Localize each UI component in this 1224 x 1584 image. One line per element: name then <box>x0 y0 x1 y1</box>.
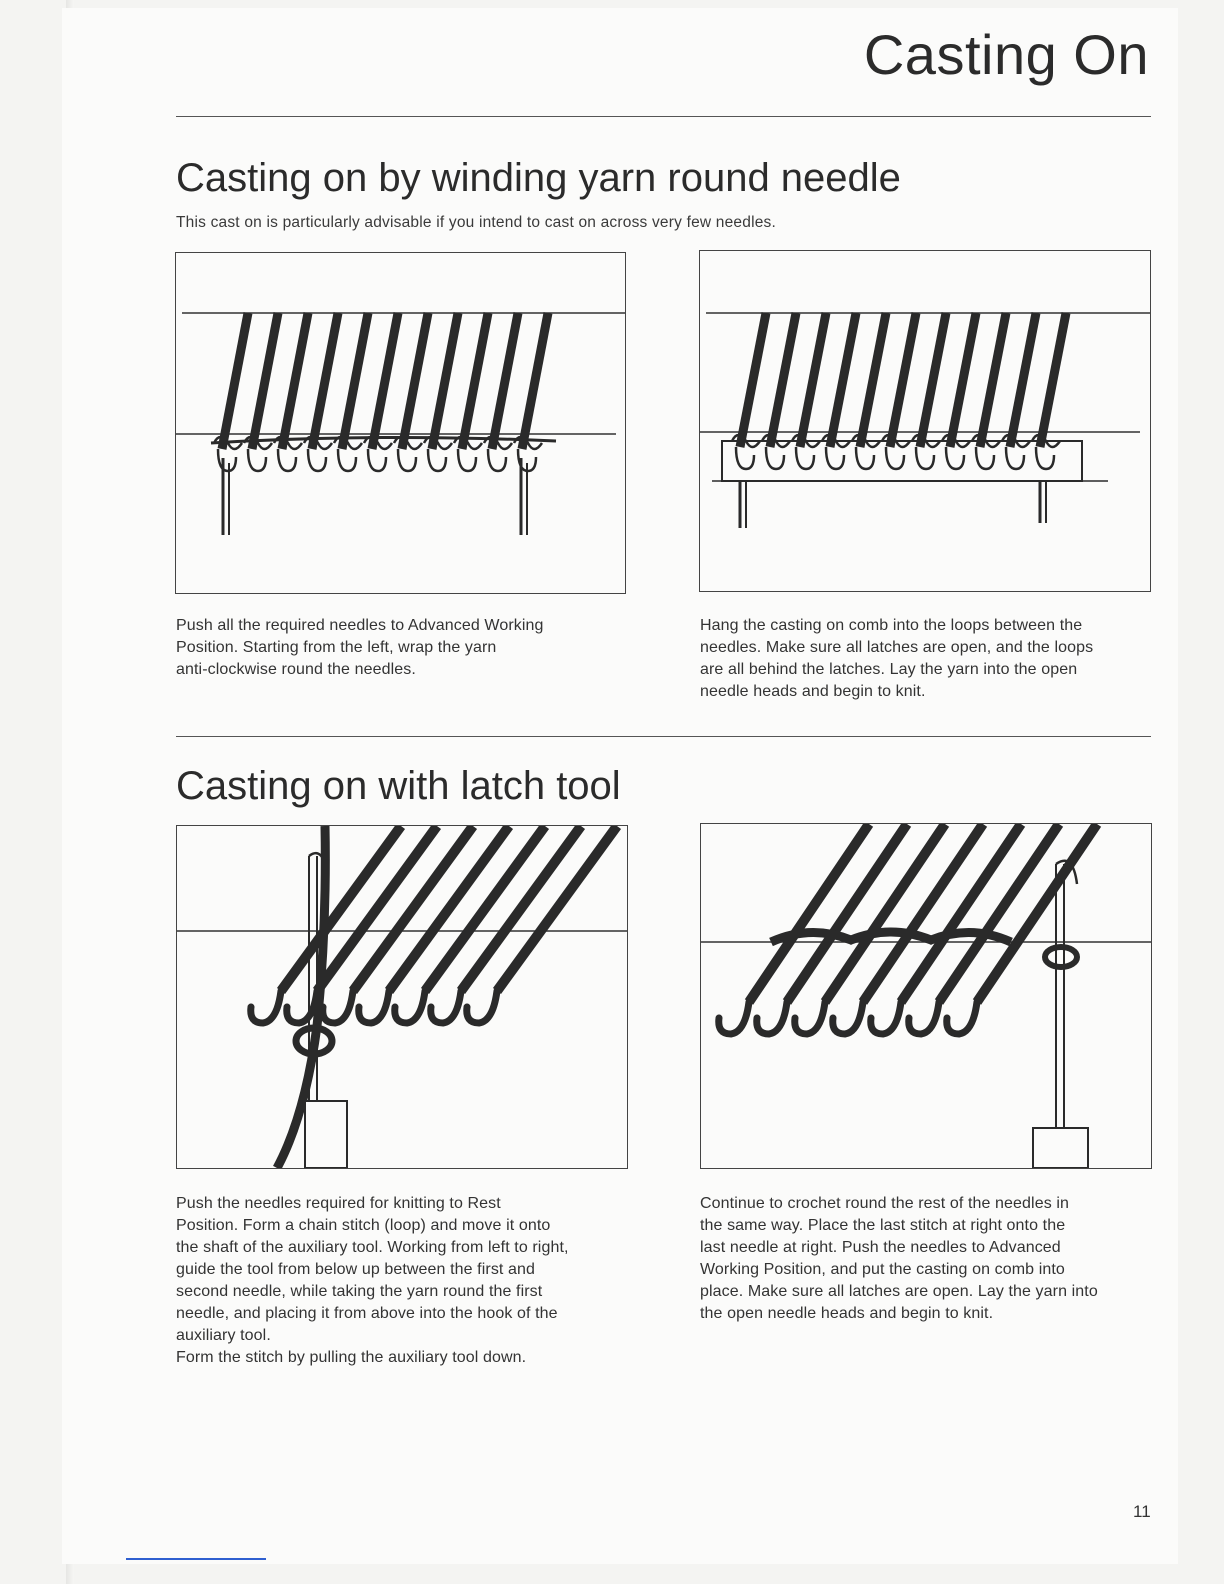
needle-hook <box>395 991 425 1023</box>
caption-line: the shaft of the auxiliary tool. Working from left to right, <box>176 1239 569 1256</box>
needle-hook <box>218 449 236 471</box>
needle-shaft <box>462 313 488 449</box>
needle-hook <box>248 449 266 471</box>
caption-line: guide the tool from below up between the first and <box>176 1261 535 1278</box>
figure-latch-tool-finish <box>700 823 1152 1169</box>
casting-comb-illustration <box>700 251 1150 591</box>
figure-wrap-needles <box>175 252 626 594</box>
figure-latch-tool-start <box>176 825 628 1169</box>
needle-shaft <box>740 313 766 447</box>
needle-shaft <box>342 313 368 449</box>
needle-hook <box>287 991 317 1023</box>
caption-line: the open needle heads and begin to knit. <box>700 1305 994 1322</box>
figure-casting-comb <box>699 250 1151 592</box>
page-number: 11 <box>1133 1502 1151 1521</box>
needle-shaft <box>522 313 548 449</box>
section1-caption-left <box>176 615 626 681</box>
needle-shaft <box>770 313 796 447</box>
section1-intro: This cast on is particularly advisable if you intend to cast on across very few needles. <box>176 214 776 231</box>
caption-line: Hang the casting on comb into the loops between the <box>700 617 1083 634</box>
needle-hook <box>323 991 353 1023</box>
caption-line: auxiliary tool. <box>176 1327 271 1344</box>
needle-shaft <box>372 313 398 449</box>
needle-shaft <box>1040 313 1066 447</box>
needle-hook <box>368 449 386 471</box>
caption-line: are all behind the latches. Lay the yarn into the open <box>700 661 1078 678</box>
needle-hook <box>488 449 506 471</box>
needle-hook <box>458 449 476 471</box>
needle-shaft <box>980 313 1006 447</box>
caption-line: Position. Starting from the left, wrap the yarn <box>176 639 497 656</box>
needle-hook <box>359 991 389 1023</box>
caption-line: last needle at right. Push the needles to Advanced <box>700 1239 1061 1256</box>
section-rule <box>176 736 1151 737</box>
needle-shaft <box>950 313 976 447</box>
needle-shaft <box>432 313 458 449</box>
section2-caption-left <box>176 1193 646 1369</box>
latch-tool-start-illustration <box>177 826 627 1168</box>
needle-hook <box>719 1002 749 1034</box>
needles-wrapped-illustration <box>176 253 625 593</box>
caption-line: second needle, while taking the yarn round the first <box>176 1283 543 1300</box>
needle-hook <box>909 1002 939 1034</box>
title-rule <box>176 116 1151 117</box>
page-edge-mark <box>126 1558 266 1560</box>
caption-line: Working Position, and put the casting on comb into <box>700 1261 1065 1278</box>
caption-line: Position. Form a chain stitch (loop) and move it onto <box>176 1217 551 1234</box>
needle-hook <box>1006 447 1024 469</box>
needle-hook <box>856 447 874 469</box>
needle-hook <box>428 449 446 471</box>
needle-hook <box>278 449 296 471</box>
caption-line: needle heads and begin to knit. <box>700 683 926 700</box>
needle-hook <box>251 991 281 1023</box>
needle-hook <box>757 1002 787 1034</box>
needle-shaft <box>890 313 916 447</box>
needle-hook <box>947 1002 977 1034</box>
needle-hook <box>916 447 934 469</box>
needle-shaft <box>830 313 856 447</box>
needle-hook <box>736 447 754 469</box>
caption-line: the same way. Place the last stitch at right onto the <box>700 1217 1066 1234</box>
caption-line: place. Make sure all latches are open. Lay the yarn into <box>700 1283 1098 1300</box>
caption-line: Continue to crochet round the rest of the needles in <box>700 1195 1069 1212</box>
section2-heading: Casting on with latch tool <box>176 764 621 808</box>
needle-shaft <box>222 313 248 449</box>
needle-shaft <box>800 313 826 447</box>
needle-shaft <box>492 313 518 449</box>
needle-hook <box>796 447 814 469</box>
needle-hook <box>338 449 356 471</box>
caption-line: needles. Make sure all latches are open, and the loops <box>700 639 1094 656</box>
needle-hook <box>1036 447 1054 469</box>
needle-hook <box>886 447 904 469</box>
section2-caption-right <box>700 1193 1160 1325</box>
needle-hook <box>308 449 326 471</box>
needle-hook <box>826 447 844 469</box>
section1-caption-right <box>700 615 1160 703</box>
needle-hook <box>431 991 461 1023</box>
needle-hook <box>467 991 497 1023</box>
needle-shaft <box>252 313 278 449</box>
page-title: Casting On <box>863 23 1149 86</box>
section1-heading: Casting on by winding yarn round needle <box>176 156 901 200</box>
needle-shaft <box>282 313 308 449</box>
needle-shaft <box>1010 313 1036 447</box>
needle-shaft <box>312 313 338 449</box>
needle-hook <box>398 449 416 471</box>
needle-hook <box>795 1002 825 1034</box>
caption-line: Push all the required needles to Advanced Working <box>176 617 544 634</box>
needle-hook <box>946 447 964 469</box>
needle-hook <box>976 447 994 469</box>
needle-shaft <box>402 313 428 449</box>
needle-shaft <box>860 313 886 447</box>
needle-hook <box>766 447 784 469</box>
caption-line: needle, and placing it from above into the hook of the <box>176 1305 558 1322</box>
caption-line: Form the stitch by pulling the auxiliary tool down. <box>176 1349 527 1366</box>
caption-line: Push the needles required for knitting to Rest <box>176 1195 501 1212</box>
caption-line: anti-clockwise round the needles. <box>176 661 416 678</box>
needle-hook <box>871 1002 901 1034</box>
latch-tool-finish-illustration <box>701 824 1151 1168</box>
needle-shaft <box>920 313 946 447</box>
needle-hook <box>833 1002 863 1034</box>
